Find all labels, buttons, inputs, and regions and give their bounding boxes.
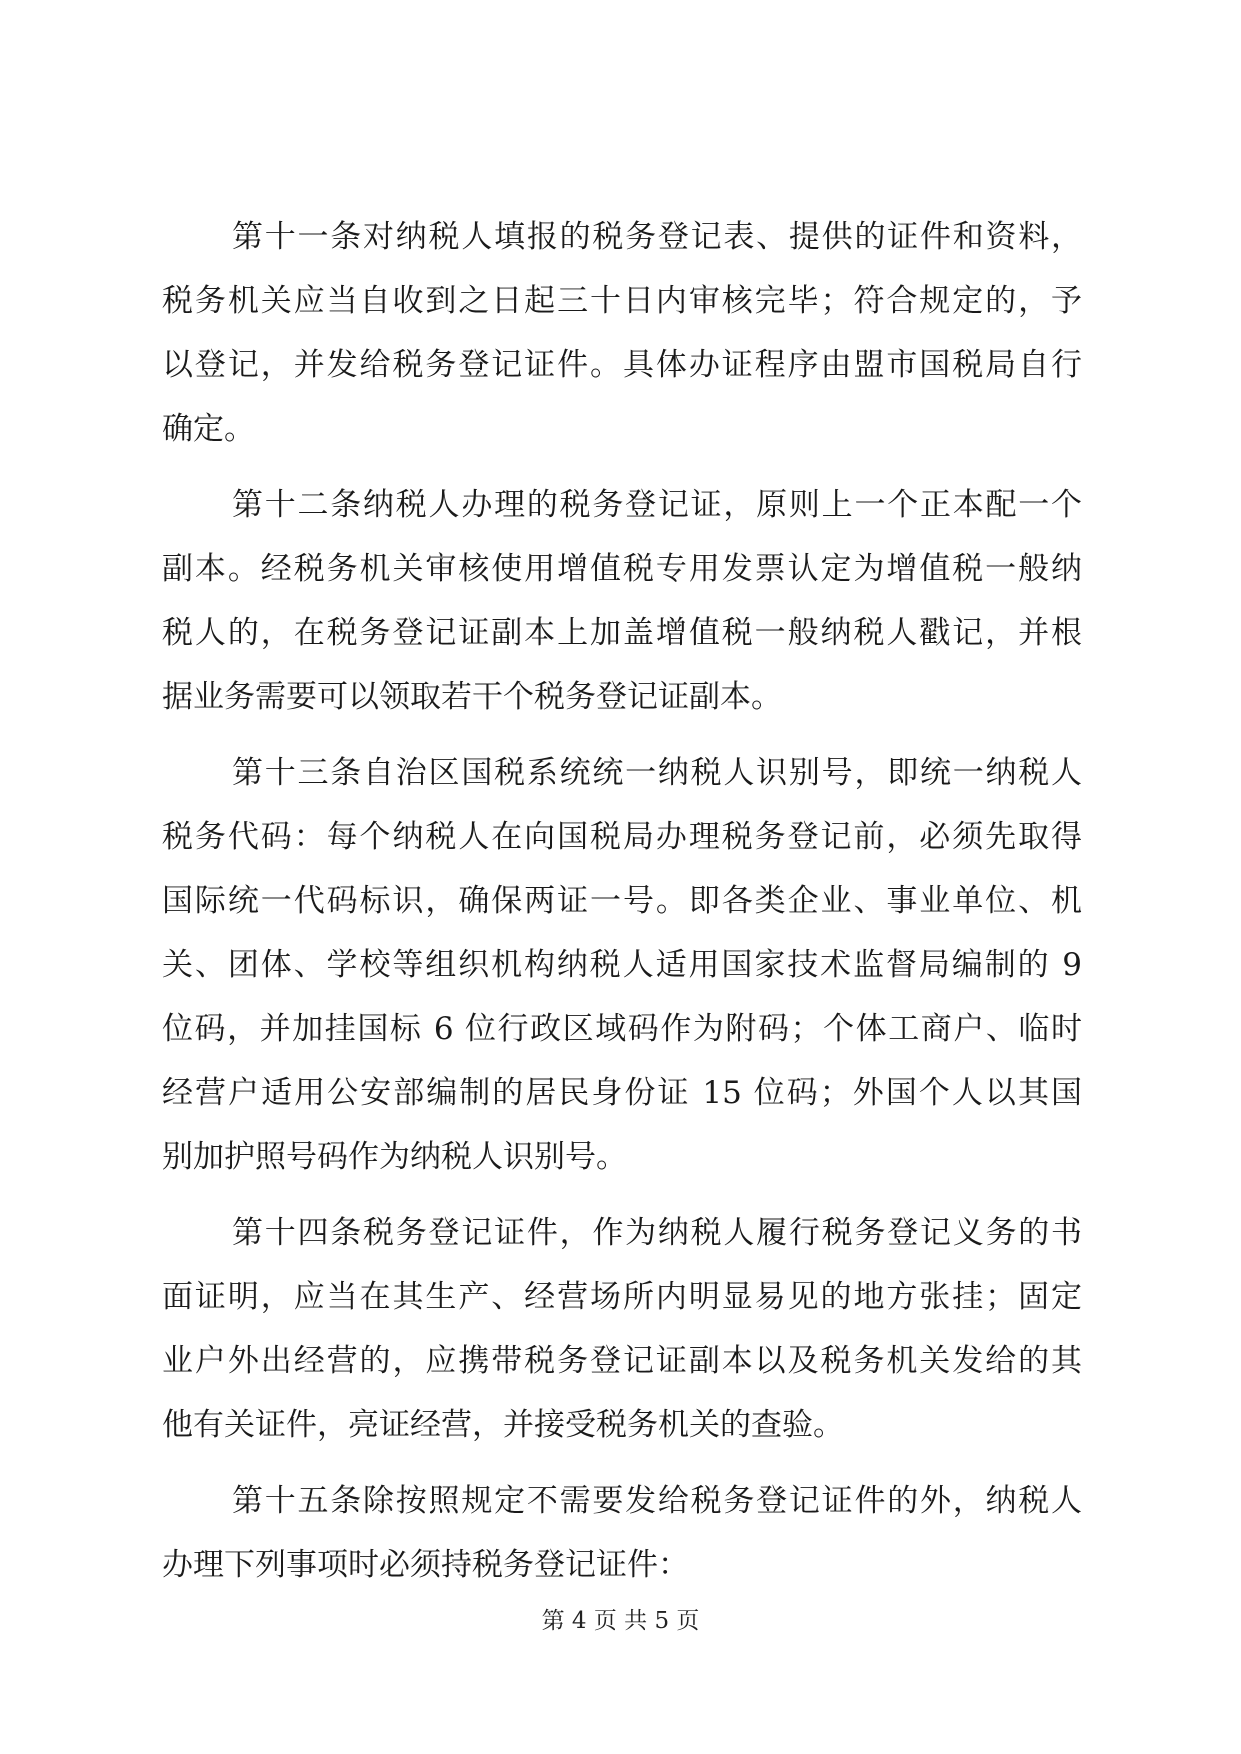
article-12-paragraph	[162, 473, 1082, 729]
paragraph-line: 第十四条税务登记证件，作为纳税人履行税务登记义务的书	[232, 1215, 1082, 1251]
paragraph-line: 税人的，在税务登记证副本上加盖增值税一般纳税人戳记，并根	[162, 615, 1082, 651]
article-13-paragraph	[162, 741, 1082, 1189]
paragraph-line: 确定。	[162, 411, 255, 447]
paragraph-line: 税务代码：每个纳税人在向国税局办理税务登记前，必须先取得	[162, 819, 1082, 855]
paragraph-line: 第十二条纳税人办理的税务登记证，原则上一个正本配一个	[232, 487, 1082, 523]
paragraph-line: 第十三条自治区国税系统统一纳税人识别号，即统一纳税人	[232, 755, 1082, 791]
paragraph-line: 第十一条对纳税人填报的税务登记表、提供的证件和资料，	[232, 219, 1082, 255]
document-body	[162, 205, 1082, 1609]
paragraph-line: 据业务需要可以领取若干个税务登记证副本。	[162, 679, 782, 715]
paragraph-line: 经营户适用公安部编制的居民身份证 15 位码；外国个人以其国	[162, 1075, 1082, 1111]
paragraph-line: 面证明，应当在其生产、经营场所内明显易见的地方张挂；固定	[162, 1279, 1082, 1315]
paragraph-line: 业户外出经营的，应携带税务登记证副本以及税务机关发给的其	[162, 1343, 1082, 1379]
paragraph-line: 税务机关应当自收到之日起三十日内审核完毕；符合规定的，予	[162, 283, 1082, 319]
paragraph-line: 第十五条除按照规定不需要发给税务登记证件的外，纳税人	[232, 1483, 1082, 1519]
paragraph-line: 位码，并加挂国标 6 位行政区域码作为附码；个体工商户、临时	[162, 1011, 1082, 1047]
paragraph-line: 办理下列事项时必须持税务登记证件：	[162, 1547, 689, 1583]
paragraph-line: 国际统一代码标识，确保两证一号。即各类企业、事业单位、机	[162, 883, 1082, 919]
paragraph-line: 他有关证件，亮证经营，并接受税务机关的查验。	[162, 1407, 844, 1443]
paragraph-line: 以登记，并发给税务登记证件。具体办证程序由盟市国税局自行	[162, 347, 1082, 383]
paragraph-line: 别加护照号码作为纳税人识别号。	[162, 1139, 627, 1175]
article-11-paragraph	[162, 205, 1082, 461]
article-15-paragraph	[162, 1469, 1082, 1597]
article-14-paragraph	[162, 1201, 1082, 1457]
paragraph-line: 副本。经税务机关审核使用增值税专用发票认定为增值税一般纳	[162, 551, 1082, 587]
paragraph-line: 关、团体、学校等组织机构纳税人适用国家技术监督局编制的 9	[162, 947, 1082, 983]
page-number-footer: 第 4 页 共 5 页	[541, 1608, 700, 1634]
